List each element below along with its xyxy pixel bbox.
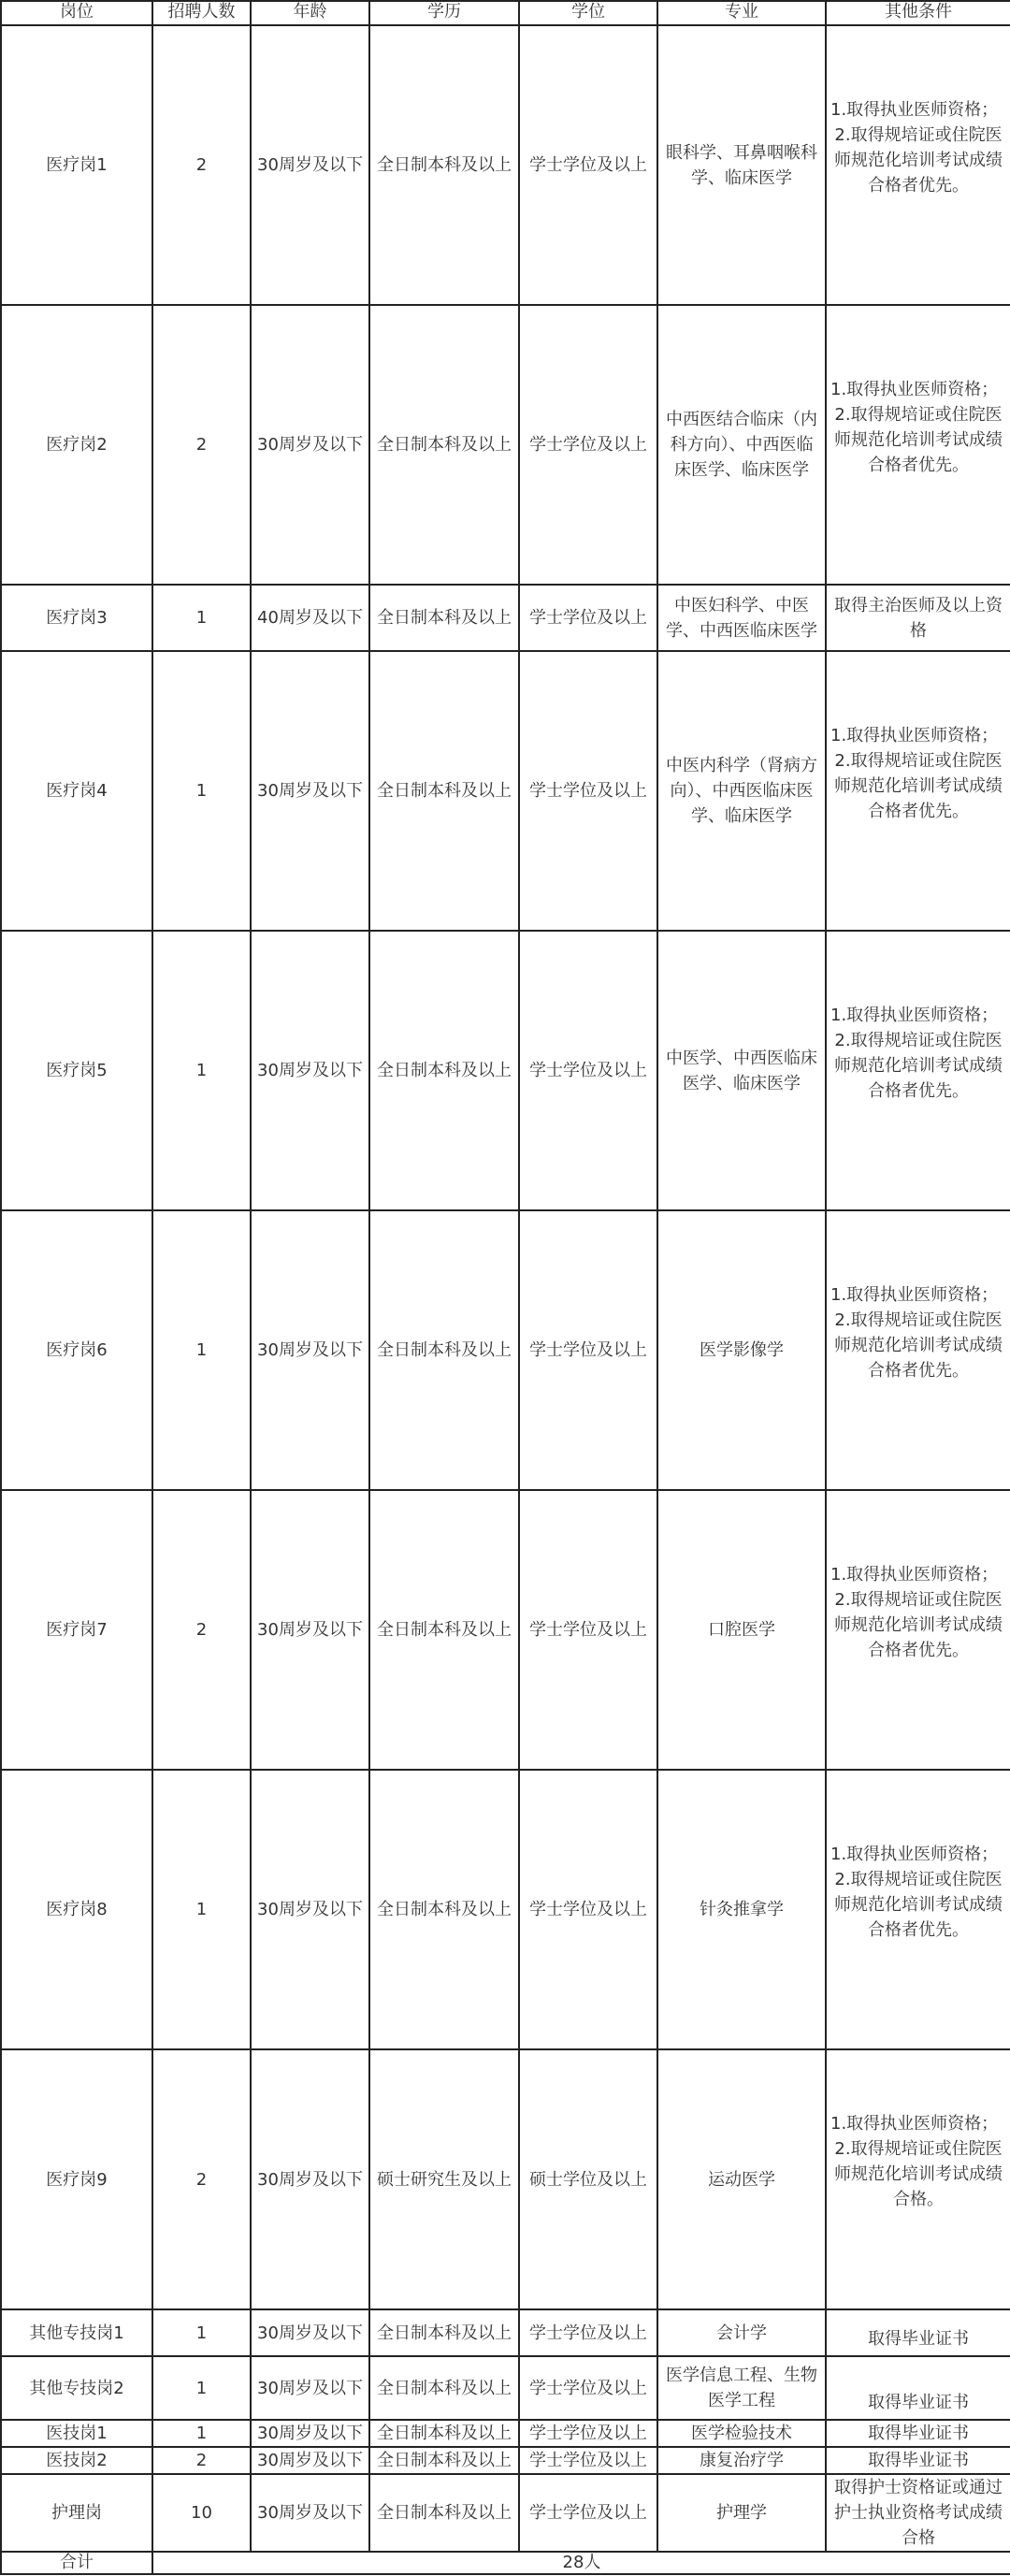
header-degree: 学位 (519, 1, 657, 25)
condition-2: 2.取得规培证或住院医师规范化培训考试成绩合格。 (834, 2139, 1003, 2209)
cell-conditions (826, 1210, 1010, 1490)
cell-major: 针灸推拿学 (657, 1770, 826, 2049)
cell-count: 1 (152, 651, 251, 931)
cell-count: 2 (152, 305, 251, 585)
cell-conditions: 取得主治医师及以上资格 (826, 585, 1010, 651)
cell-degree: 学士学位及以上 (519, 651, 657, 931)
cell-age: 30周岁及以下 (251, 2420, 369, 2447)
cell-conditions (826, 651, 1010, 931)
cell-post: 医技岗2 (1, 2447, 152, 2474)
cell-age: 30周岁及以下 (251, 2447, 369, 2474)
cell-degree: 硕士学位及以上 (519, 2049, 657, 2309)
cell-major: 中医内科学（肾病方向）、中西医临床医学、临床医学 (657, 651, 826, 931)
cell-count: 1 (152, 931, 251, 1210)
header-row (1, 1, 1010, 25)
cell-degree: 学士学位及以上 (519, 2447, 657, 2474)
cell-education: 全日制本科及以上 (369, 2474, 519, 2552)
cell-count: 2 (152, 25, 251, 305)
cell-degree: 学士学位及以上 (519, 1770, 657, 2049)
cell-major: 口腔医学 (657, 1490, 826, 1770)
cell-post: 其他专技岗2 (1, 2356, 152, 2420)
cell-degree: 学士学位及以上 (519, 2309, 657, 2356)
cell-education: 全日制本科及以上 (369, 305, 519, 585)
cell-degree: 学士学位及以上 (519, 25, 657, 305)
cell-age: 30周岁及以下 (251, 2474, 369, 2552)
cell-post: 医疗岗8 (1, 1770, 152, 2049)
cell-count: 1 (152, 1770, 251, 2049)
cell-post: 医技岗1 (1, 2420, 152, 2447)
cell-degree: 学士学位及以上 (519, 1210, 657, 1490)
condition-2: 2.取得规培证或住院医师规范化培训考试成绩合格者优先。 (834, 124, 1003, 195)
cell-education: 全日制本科及以上 (369, 25, 519, 305)
cell-count: 1 (152, 2309, 251, 2356)
condition-2: 2.取得规培证或住院医师规范化培训考试成绩合格者优先。 (834, 1030, 1003, 1101)
cell-age: 30周岁及以下 (251, 1770, 369, 2049)
condition-1: 1.取得执业医师资格； (830, 2114, 999, 2134)
cell-post: 其他专技岗1 (1, 2309, 152, 2356)
cell-education: 全日制本科及以上 (369, 2356, 519, 2420)
table-row (1, 2356, 1010, 2420)
cell-age: 30周岁及以下 (251, 1490, 369, 1770)
cell-education: 全日制本科及以上 (369, 1210, 519, 1490)
condition-1: 1.取得执业医师资格； (830, 1005, 999, 1025)
cell-age: 30周岁及以下 (251, 2309, 369, 2356)
cell-conditions: 取得毕业证书 (826, 2447, 1010, 2474)
cell-major: 护理学 (657, 2474, 826, 2552)
cell-post: 医疗岗1 (1, 25, 152, 305)
cell-age: 30周岁及以下 (251, 1210, 369, 1490)
cell-major: 康复治疗学 (657, 2447, 826, 2474)
condition-2: 2.取得规培证或住院医师规范化培训考试成绩合格者优先。 (834, 404, 1003, 475)
cell-major: 中西医结合临床（内科方向）、中西医临床医学、临床医学 (657, 305, 826, 585)
cell-degree: 学士学位及以上 (519, 2474, 657, 2552)
table-row (1, 1770, 1010, 2049)
cell-post: 医疗岗9 (1, 2049, 152, 2309)
cell-age: 30周岁及以下 (251, 931, 369, 1210)
cell-education: 硕士研究生及以上 (369, 2049, 519, 2309)
cell-education: 全日制本科及以上 (369, 1490, 519, 1770)
condition-1: 1.取得执业医师资格； (830, 379, 999, 399)
cell-major: 会计学 (657, 2309, 826, 2356)
cell-count: 2 (152, 2447, 251, 2474)
cell-age: 30周岁及以下 (251, 2356, 369, 2420)
total-value: 28人 (152, 2552, 1010, 2574)
header-post: 岗位 (1, 1, 152, 25)
table-row (1, 585, 1010, 651)
cell-conditions: 取得毕业证书 (826, 2356, 1010, 2420)
table-row (1, 1490, 1010, 1770)
cell-degree: 学士学位及以上 (519, 2420, 657, 2447)
cell-post: 医疗岗2 (1, 305, 152, 585)
table-row (1, 2474, 1010, 2552)
cell-conditions: 取得毕业证书 (826, 2420, 1010, 2447)
total-row (1, 2552, 1010, 2574)
cell-education: 全日制本科及以上 (369, 585, 519, 651)
cell-post: 护理岗 (1, 2474, 152, 2552)
cell-degree: 学士学位及以上 (519, 931, 657, 1210)
header-age: 年龄 (251, 1, 369, 25)
header-major: 专业 (657, 1, 826, 25)
cell-conditions (826, 931, 1010, 1210)
cell-major: 运动医学 (657, 2049, 826, 2309)
cell-age: 30周岁及以下 (251, 651, 369, 931)
cell-post: 医疗岗4 (1, 651, 152, 931)
table-row (1, 1210, 1010, 1490)
cell-conditions (826, 1770, 1010, 2049)
table-row (1, 2447, 1010, 2474)
cell-post: 医疗岗6 (1, 1210, 152, 1490)
cell-post: 医疗岗7 (1, 1490, 152, 1770)
table-row (1, 2309, 1010, 2356)
cell-education: 全日制本科及以上 (369, 2309, 519, 2356)
cell-conditions (826, 25, 1010, 305)
cell-post: 医疗岗5 (1, 931, 152, 1210)
cell-count: 2 (152, 1490, 251, 1770)
cell-age: 30周岁及以下 (251, 25, 369, 305)
condition-1: 1.取得执业医师资格； (830, 725, 999, 745)
cell-count: 1 (152, 2356, 251, 2420)
cell-education: 全日制本科及以上 (369, 651, 519, 931)
cell-major: 中医妇科学、中医学、中西医临床医学 (657, 585, 826, 651)
cell-age: 40周岁及以下 (251, 585, 369, 651)
cell-age: 30周岁及以下 (251, 305, 369, 585)
cell-count: 10 (152, 2474, 251, 2552)
table-row (1, 2420, 1010, 2447)
cell-count: 2 (152, 2049, 251, 2309)
cell-conditions (826, 1490, 1010, 1770)
table-row (1, 931, 1010, 1210)
cell-count: 1 (152, 1210, 251, 1490)
condition-1: 1.取得执业医师资格； (830, 99, 999, 120)
cell-major: 医学信息工程、生物医学工程 (657, 2356, 826, 2420)
header-count: 招聘人数 (152, 1, 251, 25)
cell-degree: 学士学位及以上 (519, 2356, 657, 2420)
cell-post: 医疗岗3 (1, 585, 152, 651)
condition-1: 1.取得执业医师资格； (830, 1844, 999, 1864)
total-label: 合计 (1, 2552, 152, 2574)
condition-2: 2.取得规培证或住院医师规范化培训考试成绩合格者优先。 (834, 1589, 1003, 1660)
cell-conditions: 取得毕业证书 (826, 2309, 1010, 2356)
header-education: 学历 (369, 1, 519, 25)
cell-degree: 学士学位及以上 (519, 305, 657, 585)
table-row (1, 2049, 1010, 2309)
cell-education: 全日制本科及以上 (369, 1770, 519, 2049)
condition-2: 2.取得规培证或住院医师规范化培训考试成绩合格者优先。 (834, 1869, 1003, 1940)
header-conditions: 其他条件 (826, 1, 1010, 25)
table-row (1, 305, 1010, 585)
cell-major: 中医学、中西医临床医学、临床医学 (657, 931, 826, 1210)
cell-education: 全日制本科及以上 (369, 2447, 519, 2474)
cell-count: 1 (152, 2420, 251, 2447)
cell-education: 全日制本科及以上 (369, 931, 519, 1210)
cell-conditions (826, 2049, 1010, 2309)
cell-major: 医学检验技术 (657, 2420, 826, 2447)
cell-degree: 学士学位及以上 (519, 1490, 657, 1770)
cell-conditions: 取得护士资格证或通过护士执业资格考试成绩合格 (826, 2474, 1010, 2552)
cell-major: 眼科学、耳鼻咽喉科学、临床医学 (657, 25, 826, 305)
cell-major: 医学影像学 (657, 1210, 826, 1490)
cell-count: 1 (152, 585, 251, 651)
cell-age: 30周岁及以下 (251, 2049, 369, 2309)
cell-degree: 学士学位及以上 (519, 585, 657, 651)
table-row (1, 651, 1010, 931)
cell-education: 全日制本科及以上 (369, 2420, 519, 2447)
condition-1: 1.取得执业医师资格； (830, 1564, 999, 1585)
table-row (1, 25, 1010, 305)
cell-conditions (826, 305, 1010, 585)
condition-1: 1.取得执业医师资格； (830, 1284, 999, 1305)
condition-2: 2.取得规培证或住院医师规范化培训考试成绩合格者优先。 (834, 750, 1003, 821)
condition-2: 2.取得规培证或住院医师规范化培训考试成绩合格者优先。 (834, 1310, 1003, 1381)
